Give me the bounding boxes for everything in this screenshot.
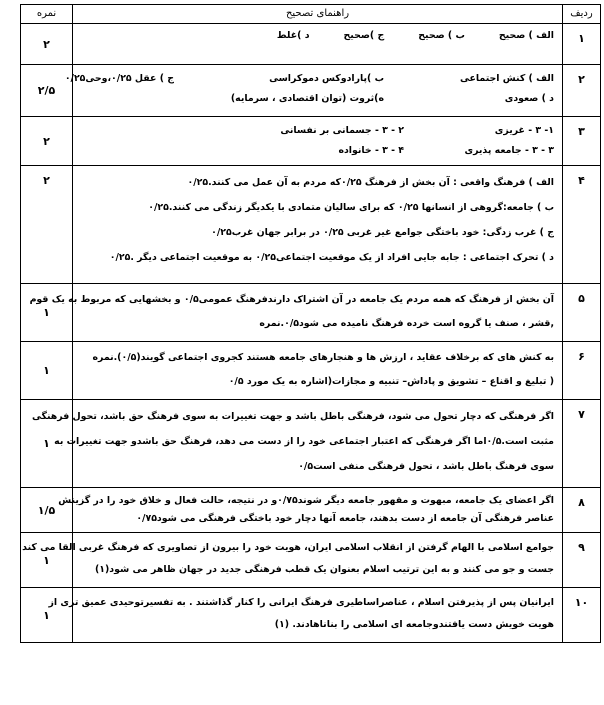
header-radif: ردیف (563, 5, 601, 24)
row-number: ۳ (563, 117, 601, 166)
answer-c: ج ) عقل ۰/۲۵،وحی۰/۲۵ (64, 73, 174, 84)
table-row (21, 65, 601, 117)
row-number: ۲ (563, 65, 601, 117)
answer-line: جست و جو می کنند و به این ترتیب اسلام بعنوان یک قطب فرهنگی جدید در جهان ظاهر می شود(۱) (94, 564, 554, 575)
row-number: ۴ (563, 166, 601, 284)
answer-cell (73, 24, 563, 65)
score-cell: ۱ (21, 400, 73, 488)
table-row (21, 342, 601, 400)
answer-cell (58, 488, 563, 533)
table-row (21, 533, 601, 588)
row-number: ۷ (563, 400, 601, 488)
option-b: ب ) صحیح (418, 30, 465, 41)
answer-a: الف ) کنش اجتماعی (460, 73, 554, 84)
option-a: الف ) صحیح (498, 30, 554, 41)
answer-line: اگر اعضای یک جامعه، مبهوت و مقهور جامعه دیگر شوند۰/۷۵و در نتیجه، حالت فعال و خلاق خود را در گزینش (58, 495, 554, 506)
row-number: ۸ (563, 488, 601, 533)
score-cell: ۲ (21, 24, 73, 65)
answer-3: ۳ - ۳ - جامعه پذیری (464, 145, 554, 156)
score-cell: ۲ (21, 166, 73, 284)
answer-cell (73, 342, 563, 400)
answer-line: هویت خویش دست یافتندوجامعه ای اسلامی را بناناهادند. (۱) (274, 619, 554, 630)
option-d: د )غلط (276, 30, 310, 41)
answer-line: د ) تحرک اجتماعی : جابه جایی افراد از یک موقعیت اجتماعی۰/۲۵ به موقعیت اجتماعی دیگر .۰/۲۵ (109, 252, 554, 263)
header-guide: راهنمای تصحیح (73, 5, 563, 24)
answer-cell (73, 166, 563, 284)
answer-d: د ) صعودی (504, 93, 554, 104)
score-cell: ۲/۵ (21, 65, 73, 117)
answer-cell (73, 117, 563, 166)
answer-cell (64, 65, 563, 117)
answer-cell (32, 400, 563, 488)
answer-line: ,قشر ، صنف یا گروه است خرده فرهنگ نامیده می شود۰/۵.نمره (259, 318, 554, 329)
header-score: نمره (21, 5, 73, 24)
answer-line: مثبت است.۰/۵اما اگر فرهنگی که اعتبار اجتماعی خود را از دست می دهد، فرهنگ حق باشدو جهت تغییرات به (54, 436, 554, 447)
table-row (21, 166, 601, 284)
score-cell: ۱/۵ (21, 488, 73, 533)
row-number: ۶ (563, 342, 601, 400)
answer-1: ۱- ۳ - غریزی (494, 125, 554, 136)
answer-b: ب )پارادوکس دموکراسی (269, 73, 384, 84)
answer-key-table (20, 4, 601, 643)
option-c: ج )صحیح (343, 30, 385, 41)
answer-line: به کنش های که برخلاف عقاید ، ارزش ها و هنجارهای جامعه هستند کجروی اجتماعی گویند(۰/۵).نمره (92, 352, 554, 363)
answer-line: اگر فرهنگی که دچار تحول می شود، فرهنگی باطل باشد و جهت تغییرات به سوی فرهنگ حق باشد، تحول فرهنگی (32, 411, 554, 422)
answer-e: ه)ثروت (توان اقتصادی ، سرمایه) (230, 93, 384, 104)
answer-4: ۴ - ۳ - خانواده (338, 145, 404, 156)
answer-line: آن بخش از فرهنگ که همه مردم یک جامعه در آن اشتراک دارندفرهنگ عمومی۰/۵ و بخشهایی که مربوط به یک قوم (29, 294, 554, 305)
score-cell: ۲ (21, 117, 73, 166)
score-cell: ۱ (21, 588, 73, 643)
table-row (21, 488, 601, 533)
answer-cell (48, 588, 563, 643)
answer-line: ج ) غرب زدگی: خود باختگی جوامع غیر غربی ۰/۲۵ در برابر جهان غرب۰/۲۵ (211, 227, 554, 238)
table-row (21, 24, 601, 65)
answer-line: ( تبلیغ و اقناع – تشویق و پاداش– تنبیه و مجازات(اشاره به یک مورد ۰/۵ (228, 376, 554, 387)
table-row (21, 284, 601, 342)
table-row (21, 400, 601, 488)
answer-line: ایرانیان پس از پذیرفتن اسلام ، عناصراساطیری فرهنگ ایرانی را کنار گذاشتند . به تفسیرتوحیدی عمیق تری از (48, 597, 554, 608)
score-cell: ۱ (21, 342, 73, 400)
table-row (21, 588, 601, 643)
score-cell: ۱ (21, 533, 73, 588)
table-row (21, 117, 601, 166)
answer-2: ۲ - ۳ - جسمانی بر نفسانی (280, 125, 404, 136)
row-number: ۱ (563, 24, 601, 65)
score-cell: ۱ (21, 284, 73, 342)
row-number: ۱۰ (563, 588, 601, 643)
answer-line: ب ) جامعه:گروهی از انسانها ۰/۲۵ که برای سالیان متمادی با یکدیگر زندگی می کنند.۰/۲۵ (148, 202, 554, 213)
answer-line: الف ) فرهنگ واقعی : آن بخش از فرهنگ ۰/۲۵که مردم به آن عمل می کنند.۰/۲۵ (187, 177, 554, 188)
answer-cell (29, 284, 563, 342)
answer-line: عناصر فرهنگی آن جامعه از دست بدهند، جامعه آنها دچار خود باختگی فرهنگی می شود۰/۷۵ (136, 513, 554, 524)
row-number: ۹ (563, 533, 601, 588)
answer-line: جوامع اسلامی با الهام گرفتن از انقلاب اسلامی ایران، هویت خود را بیرون از تصاویری که فرهنگ غربی القا می کند (22, 542, 554, 553)
header-row (21, 5, 601, 24)
row-number: ۵ (563, 284, 601, 342)
answer-line: سوی فرهنگ باطل باشد ، تحول فرهنگی منفی است۰/۵ (298, 461, 554, 472)
answer-cell (22, 533, 563, 588)
